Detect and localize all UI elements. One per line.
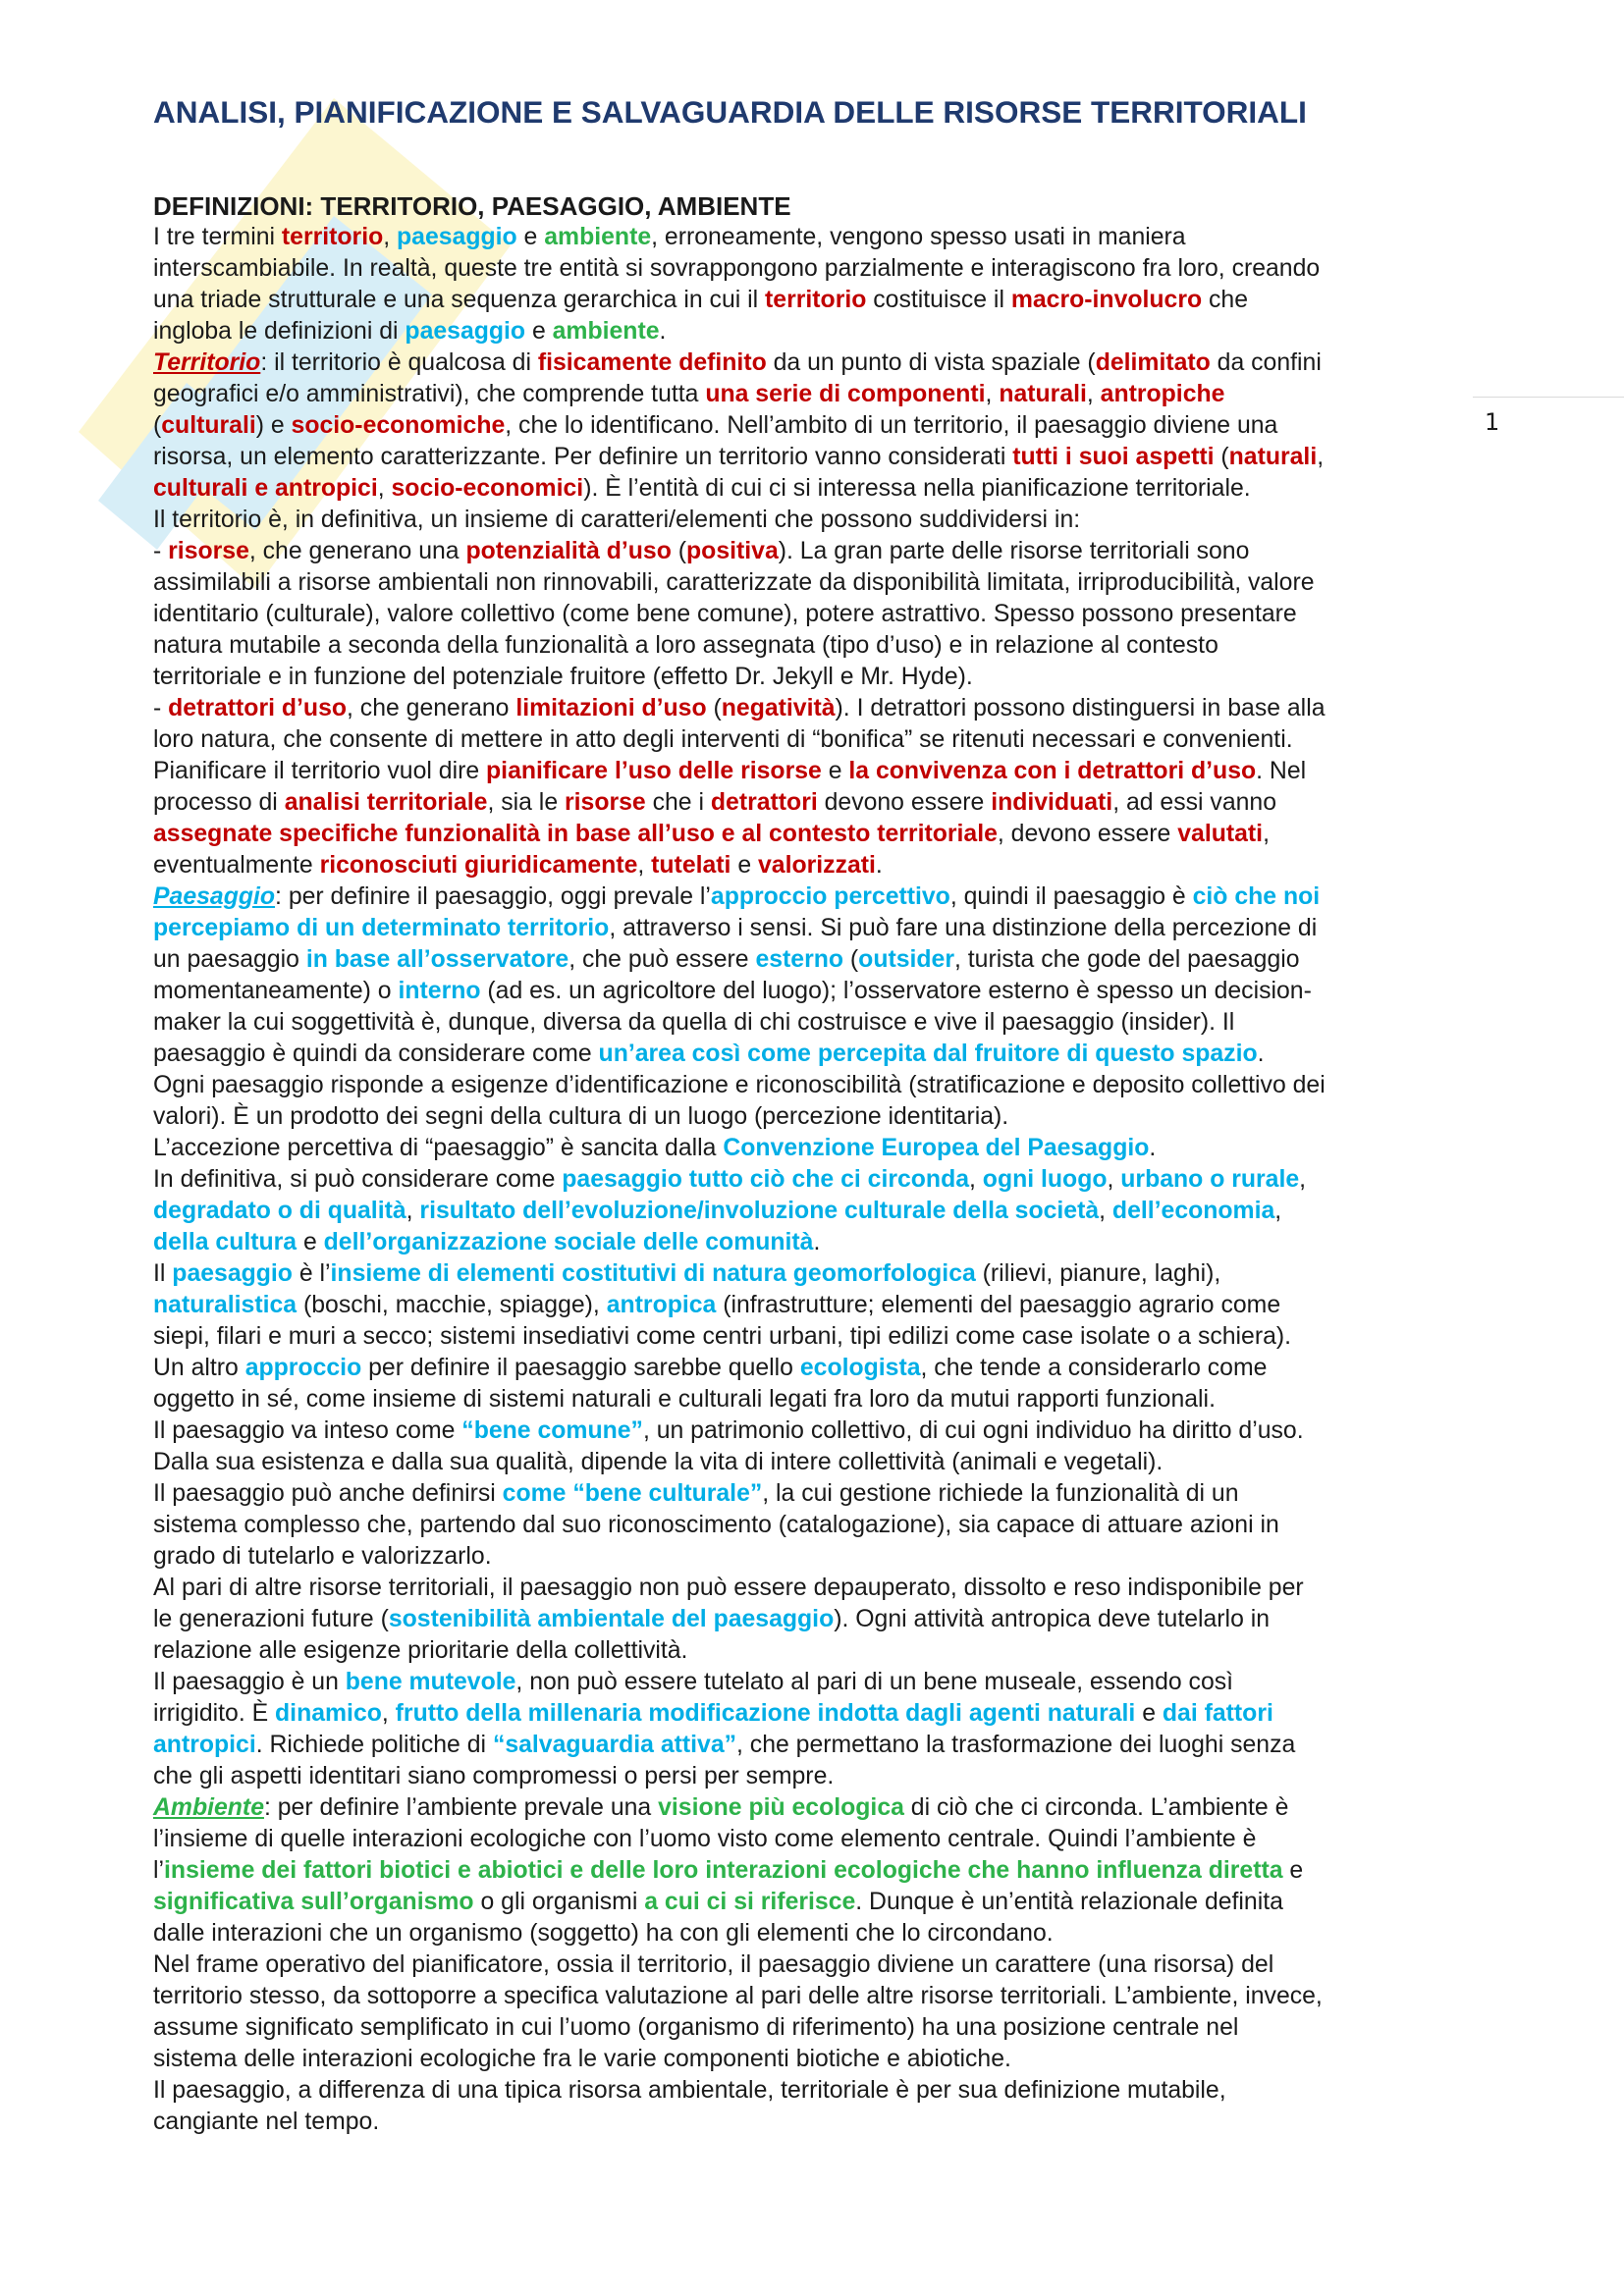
text-line [153, 253, 1326, 285]
highlighted-term: naturalistica [153, 1292, 298, 1318]
text-run: territorio stesso, da sottoporre a specifica valutazione al pari delle altre risorse territoriali. L’ambiente, invece, [153, 1983, 1323, 2009]
text-run: assimilabili a risorse ambientali non rinnovabili, caratterizzate da disponibilità limitata, irriproducibilità, valore [153, 569, 1315, 596]
text-run: sistema complesso che, partendo dal suo riconoscimento (catalogazione), sia capace di attuare azioni in [153, 1512, 1279, 1538]
highlighted-term: detrattori d’uso [168, 695, 348, 721]
text-run: Pianificare il territorio vuol dire [153, 758, 487, 784]
text-line [153, 1981, 1326, 2012]
text-run: , un patrimonio collettivo, di cui ogni individuo ha diritto d’uso. [642, 1417, 1304, 1444]
text-run: ). Ogni attività antropica deve tutelarlo in [834, 1606, 1271, 1632]
text-line [153, 1133, 1326, 1164]
section-title: DEFINIZIONI: TERRITORIO, PAESAGGIO, AMBIENTE [153, 191, 791, 221]
highlighted-term: riconosciuti giuridicamente [319, 852, 638, 879]
text-run: ( [671, 538, 687, 564]
text-line [153, 505, 1326, 536]
text-run: grado di tutelarlo e valorizzarlo. [153, 1543, 492, 1570]
highlighted-term: valorizzati [758, 852, 876, 879]
text-line [153, 944, 1326, 976]
highlighted-term: paesaggio tutto ciò che ci circonda [562, 1166, 970, 1193]
text-run: , la cui gestione richiede la funzionalità di un [762, 1480, 1239, 1507]
text-run: dalle interazioni che un organismo (soggetto) ha con gli elementi che lo circondano. [153, 1920, 1054, 1947]
highlighted-term: limitazioni d’uso [515, 695, 707, 721]
text-run: Al pari di altre risorse territoriali, il paesaggio non può essere depauperato, dissolto e reso indisponibile per [153, 1575, 1304, 1601]
text-line [153, 1290, 1326, 1321]
text-run: cangiante nel tempo. [153, 2109, 380, 2135]
text-run: che [1202, 287, 1249, 313]
text-run: . Dunque è un’entità relazionale definita [855, 1889, 1283, 1915]
text-run: siepi, filari e muri a secco; sistemi insediativi come centri urbani, tipi edilizi come case isolate o a schiera). [153, 1323, 1292, 1350]
highlighted-term: territorio [765, 287, 867, 313]
highlighted-term: insieme di elementi costitutivi di natura geomorfologica [330, 1260, 976, 1287]
text-run: per definire il paesaggio sarebbe quello [361, 1355, 800, 1381]
highlighted-term: un’area così come percepita dal fruitore di questo spazio [598, 1041, 1258, 1067]
text-run: : per definire il paesaggio, oggi prevale l’ [275, 883, 711, 910]
text-run: o gli organismi [473, 1889, 645, 1915]
text-run: . [659, 318, 667, 345]
highlighted-term: paesaggio [405, 318, 526, 345]
text-line [153, 630, 1326, 662]
text-run: , sia le [487, 789, 565, 816]
text-line [153, 976, 1326, 1007]
highlighted-term: interno [398, 978, 481, 1004]
highlighted-term: assegnate specifiche funzionalità in base all’uso e al contesto territoriale [153, 821, 998, 847]
highlighted-term: ecologista [799, 1355, 921, 1381]
text-run: l’ [153, 1857, 165, 1884]
text-line [153, 567, 1326, 599]
text-line [153, 1227, 1326, 1258]
text-run: (rilievi, pianure, laghi), [975, 1260, 1221, 1287]
text-line [153, 724, 1326, 756]
text-run: che i [645, 789, 711, 816]
highlighted-term: urbano o rurale [1120, 1166, 1300, 1193]
highlighted-term: valutati [1177, 821, 1264, 847]
text-run: , [1317, 444, 1325, 470]
highlighted-term: macro-involucro [1010, 287, 1203, 313]
highlighted-term: percepiamo di un determinato territorio [153, 915, 610, 941]
highlighted-term: “bene comune” [461, 1417, 643, 1444]
highlighted-term: dell’economia [1111, 1198, 1275, 1224]
text-run: Il paesaggio, a differenza di una tipica risorsa ambientale, territoriale è per sua definizione mutabile, [153, 2077, 1226, 2104]
highlighted-term: ambiente [544, 224, 652, 250]
text-run: risorsa, un elemento caratterizzante. Per definire un territorio vanno considerati [153, 444, 1013, 470]
highlighted-term: approccio percettivo [710, 883, 950, 910]
text-line [153, 1949, 1326, 1981]
highlighted-term: antropici [153, 1732, 256, 1758]
text-line [153, 850, 1326, 881]
highlighted-term: Ambiente [153, 1794, 264, 1821]
text-line [153, 1478, 1326, 1510]
text-run: valori). È un prodotto dei segni della cultura di un luogo (percezione identitaria). [153, 1103, 1009, 1130]
highlighted-term: a cui ci si riferisce [644, 1889, 856, 1915]
highlighted-term: culturali e antropici [153, 475, 378, 502]
highlighted-term: analisi territoriale [284, 789, 488, 816]
text-run: , quindi il paesaggio è [949, 883, 1193, 910]
text-line [153, 599, 1326, 630]
text-line [153, 442, 1326, 473]
text-run: e [731, 852, 759, 879]
highlighted-term: la convivenza con i detrattori d’uso [848, 758, 1257, 784]
text-run: costituisce il [866, 287, 1011, 313]
text-run: . [1257, 1041, 1265, 1067]
text-run: relazione alle esigenze prioritarie della collettività. [153, 1637, 688, 1664]
text-run: , [406, 1198, 420, 1224]
text-run: , [1274, 1198, 1282, 1224]
highlighted-term: naturali [1228, 444, 1318, 470]
text-run: . [813, 1229, 821, 1255]
text-run: , [383, 224, 398, 250]
text-run: Il territorio è, in definitiva, un insieme di caratteri/elementi che possono suddividersi in: [153, 507, 1081, 533]
text-run: , ad essi vanno [1112, 789, 1276, 816]
highlighted-term: in base all’osservatore [305, 946, 569, 973]
highlighted-term: dai fattori [1162, 1700, 1273, 1727]
text-line [153, 1667, 1326, 1698]
text-run: territoriale e in funzione del potenziale fruitore (effetto Dr. Jekyll e Mr. Hyde). [153, 664, 973, 690]
text-run: e [1282, 1857, 1304, 1884]
text-line [153, 1918, 1326, 1949]
highlighted-term: socio-economici [391, 475, 584, 502]
text-run: , erroneamente, vengono spesso usati in maniera [651, 224, 1186, 250]
text-run: - [153, 695, 169, 721]
document-title: ANALISI, PIANIFICAZIONE E SALVAGUARDIA DELLE RISORSE TERRITORIALI [153, 94, 1307, 130]
highlighted-term: risultato dell’evoluzione/involuzione culturale della società [419, 1198, 1100, 1224]
text-line [153, 1792, 1326, 1824]
text-run: Il [153, 1260, 173, 1287]
text-run: ( [706, 695, 722, 721]
text-line [153, 1196, 1326, 1227]
page-number: 1 [1485, 408, 1500, 436]
text-line [153, 756, 1326, 787]
highlighted-term: delimitato [1095, 349, 1211, 376]
text-line [153, 1698, 1326, 1730]
highlighted-term: Paesaggio [153, 883, 276, 910]
text-run: interscambiabile. In realtà, queste tre entità si sovrappongono parzialmente e interagiscono fra loro, creando [153, 255, 1321, 282]
highlighted-term: paesaggio [172, 1260, 293, 1287]
text-line [153, 1573, 1326, 1604]
text-run: , che permettano la trasformazione dei luoghi senza [736, 1732, 1296, 1758]
highlighted-term: ambiente [552, 318, 660, 345]
text-line [153, 379, 1326, 410]
highlighted-term: approccio [244, 1355, 362, 1381]
text-run: (ad es. un agricoltore del luogo); l’osservatore esterno è spesso un decision- [480, 978, 1312, 1004]
text-run: ). La gran parte delle risorse territoriali sono [778, 538, 1250, 564]
highlighted-term: come “bene culturale” [502, 1480, 763, 1507]
highlighted-term: territorio [281, 224, 384, 250]
highlighted-term: naturali [999, 381, 1087, 407]
highlighted-term: risorse [565, 789, 646, 816]
text-run: da confini [1210, 349, 1322, 376]
text-run: ( [153, 412, 162, 439]
text-line [153, 1007, 1326, 1039]
text-run: maker la cui soggettività è, dunque, diversa da quella di chi costruisce e vive il paesaggio (insider). Il [153, 1009, 1235, 1036]
highlighted-term: culturali [161, 412, 256, 439]
text-line [153, 2012, 1326, 2044]
text-run: ingloba le definizioni di [153, 318, 406, 345]
text-run: , [1299, 1166, 1307, 1193]
highlighted-term: positiva [686, 538, 779, 564]
text-line [153, 1541, 1326, 1573]
highlighted-term: insieme dei fattori biotici e abiotici e delle loro interazioni ecologiche che hanno influenza diretta [164, 1857, 1283, 1884]
highlighted-term: una serie di componenti [705, 381, 986, 407]
text-line [153, 222, 1326, 253]
text-run: , che generano una [248, 538, 466, 564]
highlighted-term: outsider [858, 946, 954, 973]
text-run: , attraverso i sensi. Si può fare una distinzione della percezione di [609, 915, 1318, 941]
highlighted-term: della cultura [153, 1229, 298, 1255]
text-line [153, 819, 1326, 850]
text-line [153, 1824, 1326, 1855]
text-line [153, 913, 1326, 944]
text-run: (boschi, macchie, spiagge), [297, 1292, 607, 1318]
text-line [153, 1415, 1326, 1447]
highlighted-term: significativa sull’organismo [153, 1889, 474, 1915]
text-line [153, 410, 1326, 442]
text-run: identitario (culturale), valore collettivo (come bene comune), potere astrattivo. Spesso possono presentare [153, 601, 1297, 627]
highlighted-term: paesaggio [397, 224, 517, 250]
text-run: , [1263, 821, 1270, 847]
text-run: oggetto in sé, come insieme di sistemi naturali e culturali legati fra loro da mutui rapporti funzionali. [153, 1386, 1216, 1413]
highlighted-term: fisicamente definito [537, 349, 767, 376]
text-line [153, 1164, 1326, 1196]
highlighted-term: negatività [721, 695, 836, 721]
text-run: I tre termini [153, 224, 282, 250]
text-run: devono essere [817, 789, 992, 816]
text-run: , [637, 852, 652, 879]
text-run: sistema delle interazioni ecologiche fra le varie componenti biotiche e abiotiche. [153, 2046, 1011, 2072]
text-line [153, 1604, 1326, 1635]
text-run: . Nel [1256, 758, 1307, 784]
text-run: , devono essere [997, 821, 1178, 847]
text-line [153, 1384, 1326, 1415]
text-run: natura mutabile a seconda della funzionalità a loro assegnata (tipo d’uso) e in relazione al contesto [153, 632, 1218, 659]
text-run: di ciò che ci circonda. L’ambiente è [903, 1794, 1289, 1821]
text-run: irrigidito. È [153, 1700, 276, 1727]
text-line [153, 316, 1326, 347]
page-number-rule [1473, 397, 1624, 398]
text-line [153, 1855, 1326, 1887]
text-run: Il paesaggio va inteso come [153, 1417, 462, 1444]
text-run: Dalla sua esistenza e dalla sua qualità, dipende la vita di intere collettività (animali e vegetali). [153, 1449, 1164, 1475]
highlighted-term: “salvaguardia attiva” [492, 1732, 737, 1758]
text-line [153, 536, 1326, 567]
highlighted-term: antropiche [1100, 381, 1225, 407]
text-run: una triade strutturale e una sequenza gerarchica in cui il [153, 287, 766, 313]
text-run: e [821, 758, 849, 784]
text-run: paesaggio è quindi da considerare come [153, 1041, 599, 1067]
highlighted-term: tutti i suoi aspetti [1012, 444, 1215, 470]
text-run: , [1086, 381, 1101, 407]
text-run: ). È l’entità di cui ci si interessa nella pianificazione territoriale. [583, 475, 1251, 502]
text-run: momentaneamente) o [153, 978, 399, 1004]
text-run: ( [1214, 444, 1229, 470]
text-line [153, 347, 1326, 379]
text-line [153, 787, 1326, 819]
text-run: un paesaggio [153, 946, 306, 973]
text-line [153, 1258, 1326, 1290]
highlighted-term: ciò che noi [1192, 883, 1321, 910]
text-line [153, 2075, 1326, 2107]
text-run: processo di [153, 789, 285, 816]
text-line [153, 662, 1326, 693]
text-run: ) e [255, 412, 292, 439]
text-run: e [516, 224, 545, 250]
highlighted-term: frutto della millenaria modificazione indotta dagli agenti naturali [395, 1700, 1136, 1727]
text-line [153, 473, 1326, 505]
text-run: Ogni paesaggio risponde a esigenze d’identificazione e riconoscibilità (stratificazione e deposito collettivo dei [153, 1072, 1326, 1098]
text-run: , [985, 381, 1000, 407]
text-run: l’insieme di quelle interazioni ecologiche con l’uomo visto come elemento centrale. Quindi l’ambiente è [153, 1826, 1257, 1852]
text-line [153, 1730, 1326, 1761]
text-line [153, 693, 1326, 724]
highlighted-term: risorse [168, 538, 249, 564]
text-line [153, 1321, 1326, 1353]
text-run: . [875, 852, 883, 879]
text-run: geografici e/o amministrativi), che comprende tutta [153, 381, 706, 407]
text-run: ). I detrattori possono distinguersi in base alla [835, 695, 1326, 721]
text-line [153, 2044, 1326, 2075]
text-run: . [1149, 1135, 1157, 1161]
text-run: che gli aspetti identitari siano compromessi o persi per sempre. [153, 1763, 835, 1789]
highlighted-term: Convenzione Europea del Paesaggio [723, 1135, 1150, 1161]
text-line [153, 1887, 1326, 1918]
highlighted-term: Territorio [153, 349, 261, 376]
text-run: e [525, 318, 553, 345]
text-run: , turista che gode del paesaggio [954, 946, 1300, 973]
text-run: assume significato semplificato in cui l’uomo (organismo di riferimento) ha una posizione centrale nel [153, 2014, 1239, 2041]
text-run: ( [843, 946, 859, 973]
text-run: (infrastrutture; elementi del paesaggio agrario come [716, 1292, 1281, 1318]
text-line [153, 881, 1326, 913]
text-line [153, 2107, 1326, 2138]
text-run: : per definire l’ambiente prevale una [263, 1794, 659, 1821]
text-run: . Richiede politiche di [255, 1732, 493, 1758]
text-run: , che tende a considerarlo come [920, 1355, 1268, 1381]
text-run: , non può essere tutelato al pari di un bene museale, essendo così [515, 1669, 1234, 1695]
highlighted-term: degradato o di qualità [153, 1198, 406, 1224]
text-run: Il paesaggio può anche definirsi [153, 1480, 503, 1507]
document-body [153, 222, 1326, 2138]
highlighted-term: dell’organizzazione sociale delle comunità [323, 1229, 814, 1255]
text-line [153, 1070, 1326, 1101]
highlighted-term: bene mutevole [345, 1669, 516, 1695]
highlighted-term: sostenibilità ambientale del paesaggio [388, 1606, 835, 1632]
text-line [153, 1635, 1326, 1667]
highlighted-term: socio-economiche [291, 412, 506, 439]
highlighted-term: potenzialità d’uso [465, 538, 672, 564]
highlighted-term: esterno [755, 946, 844, 973]
text-run: Nel frame operativo del pianificatore, ossia il territorio, il paesaggio diviene un carattere (una risorsa) del [153, 1951, 1274, 1978]
text-run: eventualmente [153, 852, 320, 879]
text-run: , che può essere [568, 946, 756, 973]
text-line [153, 1761, 1326, 1792]
text-run: è l’ [292, 1260, 331, 1287]
text-run: , [1099, 1198, 1112, 1224]
text-run: , che generano [347, 695, 516, 721]
text-run: : il territorio è qualcosa di [260, 349, 538, 376]
text-run: , [381, 1700, 396, 1727]
text-run: e [297, 1229, 324, 1255]
text-run: L’accezione percettiva di “paesaggio” è sancita dalla [153, 1135, 724, 1161]
highlighted-term: visione più ecologica [658, 1794, 904, 1821]
highlighted-term: individuati [991, 789, 1113, 816]
text-run: e [1135, 1700, 1163, 1727]
text-run: - [153, 538, 169, 564]
text-run: le generazioni future ( [153, 1606, 389, 1632]
text-run: , che lo identificano. Nell’ambito di un territorio, il paesaggio diviene una [505, 412, 1278, 439]
text-line [153, 1447, 1326, 1478]
text-run: , [377, 475, 392, 502]
text-line [153, 1101, 1326, 1133]
text-run: , [1107, 1166, 1121, 1193]
highlighted-term: pianificare l’uso delle risorse [486, 758, 822, 784]
text-run: Il paesaggio è un [153, 1669, 346, 1695]
text-run: Un altro [153, 1355, 245, 1381]
text-run: loro natura, che consente di mettere in atto degli interventi di “bonifica” se ritenuti necessari e convenienti. [153, 726, 1293, 753]
highlighted-term: ogni luogo [982, 1166, 1108, 1193]
text-line [153, 1353, 1326, 1384]
text-line [153, 285, 1326, 316]
text-line [153, 1510, 1326, 1541]
highlighted-term: tutelati [651, 852, 731, 879]
highlighted-term: antropica [606, 1292, 717, 1318]
text-run: , [969, 1166, 983, 1193]
highlighted-term: dinamico [275, 1700, 382, 1727]
text-run: In definitiva, si può considerare come [153, 1166, 563, 1193]
text-line [153, 1039, 1326, 1070]
text-run: da un punto di vista spaziale ( [766, 349, 1096, 376]
highlighted-term: detrattori [710, 789, 818, 816]
